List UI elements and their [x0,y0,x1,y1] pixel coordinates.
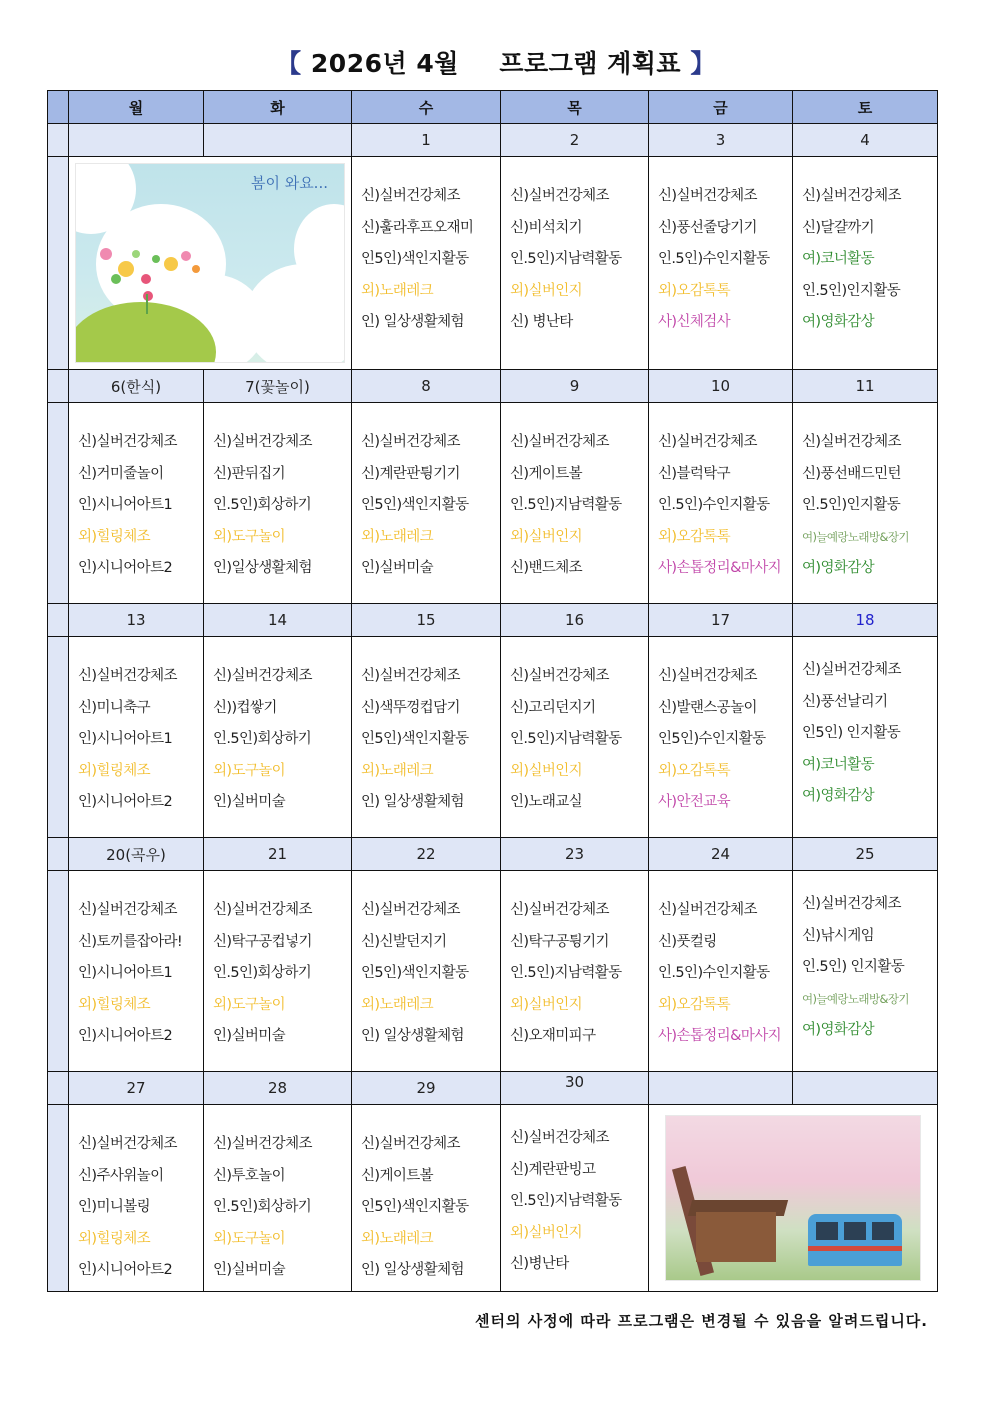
activity-cell [204,1105,352,1292]
activity-list [352,637,500,819]
date-row [48,1072,938,1105]
row-margin [48,871,69,1072]
activity-item: 신)실버건강체조 [213,902,312,918]
date-cell [501,370,649,403]
activity-cell [501,871,649,1072]
activity-list [204,403,351,585]
activity-item: 신)오재미피구 [510,1028,596,1044]
activity-list [793,157,937,339]
activity-item: 사)신체검사 [658,314,731,330]
activity-item: 신)실버건강체조 [802,434,901,450]
date-cell [649,838,793,871]
activity-item: 여)코너활동 [802,251,875,267]
activity-item: 외)노래레크 [361,762,434,779]
activity-item: 인.5인) 인지활동 [802,959,905,975]
activity-list [69,637,203,819]
activity-item: 신)신발던지기 [361,933,447,950]
activity-item: 신)투호놀이 [213,1167,286,1184]
activity-item: 신)판뒤집기 [213,465,286,482]
date-label: 7(꽃놀이) [245,377,310,396]
dow-sat: 토 [793,91,938,124]
activity-item: 신)실버건강체조 [658,902,757,918]
activity-item: 인.5인)회상하기 [213,965,312,981]
activity-item: 인.5인)지남력활동 [510,965,622,981]
cherry-blossom-train-image [665,1115,921,1281]
activity-cell [793,637,938,838]
activity-item: 인) 일상생활체험 [361,1028,464,1044]
activity-list [501,403,648,585]
activity-item: 외)힐링체조 [78,528,151,545]
activity-item: 신)계란판튕기기 [361,465,460,482]
activity-item: 인) 일상생활체험 [361,1262,464,1278]
activity-cell [649,871,793,1072]
activity-item: 외)도구놀이 [213,762,286,779]
activity-item: 신)밴드체조 [510,560,583,576]
activity-cell [501,157,649,370]
activity-cell [352,1105,501,1292]
activity-item: 신)실버건강체조 [361,902,460,918]
date-cell [501,1072,649,1105]
activity-cell [793,871,938,1072]
activity-item: 신)풍선줄당기기 [658,219,757,236]
activity-item: 신)훌라후프오재미 [361,219,474,236]
activity-list [501,871,648,1053]
activity-list [352,403,500,585]
activity-cell [501,637,649,838]
activity-item: 신)실버건강체조 [802,896,901,912]
activity-item: 신)낚시게임 [802,927,875,944]
activity-item: 신)비석치기 [510,219,583,236]
activity-item: 신)실버건강체조 [78,668,177,684]
activity-item: 인)시니어아트1 [78,731,173,747]
date-cell [793,838,938,871]
date-row [48,370,938,403]
activity-list [69,1105,203,1287]
date-label: 28 [267,1079,288,1097]
date-label: 4 [860,131,870,149]
activity-item: 외)노래레크 [361,996,434,1013]
date-cell [204,838,352,871]
activity-item: 신)실버건강체조 [213,1136,312,1152]
row-margin [48,838,69,871]
activity-item: 신) 병난타 [510,314,573,330]
activity-item: 신)발랜스공놀이 [658,699,757,716]
activity-item: 신))컵쌓기 [213,699,277,716]
date-cell [649,370,793,403]
activity-item: 인5인)수인지활동 [658,731,766,747]
activity-item: 인.5인)수인지활동 [658,497,770,513]
date-cell [793,1072,938,1105]
date-label: 13 [126,611,146,629]
activity-item: 신)실버건강체조 [78,902,177,918]
activity-item: 신)실버건강체조 [510,188,609,204]
dow-tue: 화 [204,91,352,124]
activity-item: 신)주사위놀이 [78,1167,164,1184]
activity-item: 인)일상생활체험 [213,560,312,576]
activity-item: 인.5인)수인지활동 [658,965,770,981]
date-label: 10 [710,377,731,395]
activity-list [793,871,937,1047]
date-label: 14 [267,611,288,629]
dow-mon: 월 [69,91,204,124]
activity-item: 신)탁구공컵넣기 [213,933,312,950]
activity-item: 인.5인)지남력활동 [510,731,622,747]
activity-list [501,1105,648,1281]
activity-item: 여)영화감상 [802,560,875,576]
spring-caption: 봄이 와요... [250,174,328,192]
activity-item: 신)실버건강체조 [78,1136,177,1152]
activity-item: 사)손톱정리&마사지 [658,1028,782,1044]
activity-item: 사)손톱정리&마사지 [658,560,782,576]
activity-item: 인.5인)지남력활동 [510,1193,622,1209]
dow-thu: 목 [501,91,649,124]
spring-illustration-image [75,163,345,363]
date-cell [69,838,204,871]
dow-wed: 수 [352,91,501,124]
activity-list [352,1105,500,1287]
activity-item: 외)힐링체조 [78,1230,151,1247]
activity-item: 신)블럭탁구 [658,465,731,482]
activity-item: 외)도구놀이 [213,528,286,545]
date-label: 25 [855,845,875,863]
activity-item: 신)거미줄놀이 [78,465,164,482]
date-cell [352,370,501,403]
date-cell [793,604,938,637]
date-cell [69,1072,204,1105]
activity-item: 여)영화감상 [802,314,875,330]
activity-list [69,871,203,1053]
activity-item: 인.5인)지남력활동 [510,251,622,267]
date-row [48,838,938,871]
date-row [48,124,938,157]
activity-item: 인.5인)회상하기 [213,1199,312,1215]
row-margin [48,124,69,157]
activity-item: 신)실버건강체조 [658,668,757,684]
activity-item: 인)실버미술 [213,1262,286,1278]
activity-item: 외)실버인지 [510,996,583,1013]
date-cell [501,838,649,871]
activity-item: 신)게이트볼 [510,465,583,482]
activity-cell [352,871,501,1072]
date-label: 23 [564,845,585,863]
activity-list [649,637,792,819]
date-cell [352,1072,501,1105]
activity-item: 신)색뚜껑컵담기 [361,699,460,716]
row-margin [48,1072,69,1105]
activity-item: 신)토끼를잡아라! [78,933,183,950]
date-row [48,604,938,637]
activity-item: 신)실버건강체조 [510,434,609,450]
date-label: 1 [421,131,431,149]
date-label: 17 [710,611,731,629]
activity-item: 신)계란판빙고 [510,1161,596,1178]
activity-item: 인.5인)수인지활동 [658,251,770,267]
date-label: 6(한식) [110,377,162,396]
activity-item: 인.5인)회상하기 [213,497,312,513]
date-label: 29 [416,1079,436,1097]
date-label: 15 [416,611,436,629]
title-bracket-left: 【 [276,49,302,78]
activity-cell [352,403,501,604]
activity-item: 외)도구놀이 [213,1230,286,1247]
activity-list [793,403,937,585]
activity-item: 인)시니어아트2 [78,794,173,810]
activity-item: 신)탁구공튕기기 [510,933,609,950]
activity-item: 인)시니어아트2 [78,560,173,576]
activity-item: 외)오감톡톡 [658,528,731,545]
activity-item: 인) 일상생활체험 [361,794,464,810]
date-cell [69,370,204,403]
activity-item: 외)실버인지 [510,762,583,779]
date-label: 18 [855,611,875,629]
activity-list [501,157,648,339]
activity-item: 신)실버건강체조 [361,188,460,204]
activity-item: 인)실버미술 [213,1028,286,1044]
illustration-cell [69,157,352,370]
activity-row [48,403,938,604]
activity-item: 신)미니축구 [78,699,151,716]
activity-item: 인)미니볼링 [78,1199,151,1215]
activity-item: 인)실버미술 [213,794,286,810]
row-margin [48,637,69,838]
date-cell [649,604,793,637]
activity-item: 인.5인)인지활동 [802,282,901,299]
activity-item: 인)노래교실 [510,794,583,810]
activity-item: 신)실버건강체조 [658,188,757,204]
activity-item: 신)실버건강체조 [658,434,757,450]
activity-item: 인.5인)회상하기 [213,731,312,747]
title-year-month: 2026년 4월 [310,49,459,78]
date-label: 30 [564,1073,585,1091]
activity-cell [793,157,938,370]
activity-item: 신)풍선날리기 [802,693,888,710]
activity-item: 외)오감톡톡 [658,762,731,779]
date-cell [501,124,649,157]
activity-list [204,871,351,1053]
activity-list [501,637,648,819]
activity-item: 인)시니어아트1 [78,497,173,513]
row-margin [48,370,69,403]
date-cell [793,370,938,403]
activity-item: 인5인) 인지활동 [802,725,901,741]
activity-item: 외)실버인지 [510,282,583,299]
activity-item: 인)시니어아트2 [78,1262,173,1278]
activity-item: 사)안전교육 [658,794,731,810]
activity-item: 신)실버건강체조 [213,434,312,450]
date-label: 11 [855,377,875,395]
activity-row [48,871,938,1072]
activity-list [649,403,792,585]
activity-cell [352,637,501,838]
activity-item: 인) 일상생활체험 [361,314,464,330]
activity-cell [204,403,352,604]
date-cell [204,124,352,157]
date-cell [204,1072,352,1105]
title-bracket-right: 】 [690,49,716,78]
date-label: 9 [569,377,580,395]
activity-cell [649,157,793,370]
activity-item: 외)노래레크 [361,528,434,545]
program-calendar [47,90,938,1292]
activity-cell [501,403,649,604]
day-of-week-row [48,91,938,124]
activity-item: 인.5인)인지활동 [802,497,901,513]
activity-item: 외)실버인지 [510,1224,583,1241]
date-label: 16 [564,611,585,629]
date-cell [793,124,938,157]
activity-list [352,157,500,339]
activity-row [48,157,938,370]
activity-item: 인.5인)지남력활동 [510,497,622,513]
date-cell [649,124,793,157]
row-margin [48,604,69,637]
date-cell [204,370,352,403]
footer-notice: 센터의 사정에 따라 프로그램은 변경될 수 있음을 알려드립니다. [475,1312,928,1330]
activity-cell [69,637,204,838]
activity-item: 신)실버건강체조 [510,668,609,684]
activity-cell [501,1105,649,1292]
activity-item: 인5인)색인지활동 [361,1199,469,1215]
row-margin [48,1105,69,1292]
activity-cell [649,637,793,838]
dow-fri: 금 [649,91,793,124]
date-cell [352,124,501,157]
activity-cell [649,403,793,604]
activity-item: 신)실버건강체조 [213,668,312,684]
illustration-cell [649,1105,938,1292]
activity-item: 인5인)색인지활동 [361,497,469,513]
activity-cell [204,637,352,838]
activity-list [204,1105,351,1287]
date-label: 8 [421,377,431,395]
activity-item: 신)실버건강체조 [361,434,460,450]
activity-item: 외)오감톡톡 [658,282,731,299]
date-label: 3 [715,131,726,149]
date-label: 27 [126,1079,146,1097]
activity-item: 여)영화감상 [802,1022,875,1038]
activity-item: 신)풋컬링 [658,933,717,950]
row-margin [48,403,69,604]
date-cell [69,604,204,637]
activity-item: 외)힐링체조 [78,762,151,779]
activity-cell [352,157,501,370]
activity-item: 신)고리던지기 [510,699,596,716]
activity-cell [69,1105,204,1292]
title-text: 프로그램 계획표 [499,49,682,78]
activity-item: 신)게이트볼 [361,1167,434,1184]
activity-item: 외)도구놀이 [213,996,286,1013]
activity-row [48,637,938,838]
activity-list [793,637,937,813]
date-label: 22 [416,845,436,863]
date-cell [649,1072,793,1105]
activity-list [649,157,792,339]
activity-item: 신)병난타 [510,1256,569,1272]
date-label: 24 [710,845,731,863]
activity-item: 신)실버건강체조 [510,902,609,918]
page-title [0,44,992,80]
date-cell [352,604,501,637]
activity-item: 여)늘예랑노래방&장기 [802,529,909,544]
date-cell [204,604,352,637]
activity-item: 신)실버건강체조 [802,188,901,204]
row-margin [48,157,69,370]
activity-item: 외)노래레크 [361,282,434,299]
date-label: 2 [569,131,580,149]
activity-cell [69,871,204,1072]
date-cell [69,124,204,157]
activity-row [48,1105,938,1292]
activity-item: 외)오감톡톡 [658,996,731,1013]
activity-item: 신)실버건강체조 [361,668,460,684]
activity-item: 인)실버미술 [361,560,434,576]
activity-item: 인5인)색인지활동 [361,731,469,747]
activity-item: 신)풍선배드민턴 [802,465,901,482]
activity-item: 신)실버건강체조 [361,1136,460,1152]
activity-item: 인5인)색인지활동 [361,251,469,267]
date-cell [352,838,501,871]
activity-list [649,871,792,1053]
date-cell [501,604,649,637]
activity-list [204,637,351,819]
activity-item: 인5인)색인지활동 [361,965,469,981]
activity-item: 신)실버건강체조 [802,662,901,678]
activity-item: 외)실버인지 [510,528,583,545]
activity-cell [793,403,938,604]
activity-cell [204,871,352,1072]
activity-item: 신)달걀까기 [802,219,875,236]
activity-item: 신)실버건강체조 [78,434,177,450]
activity-item: 신)실버건강체조 [510,1130,609,1146]
date-label: 21 [267,845,288,863]
activity-item: 외)노래레크 [361,1230,434,1247]
activity-item: 인)시니어아트2 [78,1028,173,1044]
row-margin [48,91,69,124]
activity-item: 여)늘예랑노래방&장기 [802,991,909,1006]
activity-item: 여)영화감상 [802,788,875,804]
activity-list [352,871,500,1053]
activity-item: 인)시니어아트1 [78,965,173,981]
activity-list [69,403,203,585]
activity-item: 여)코너활동 [802,756,875,773]
activity-item: 외)힐링체조 [78,996,151,1013]
activity-cell [69,403,204,604]
date-label: 20(곡우) [106,845,166,864]
